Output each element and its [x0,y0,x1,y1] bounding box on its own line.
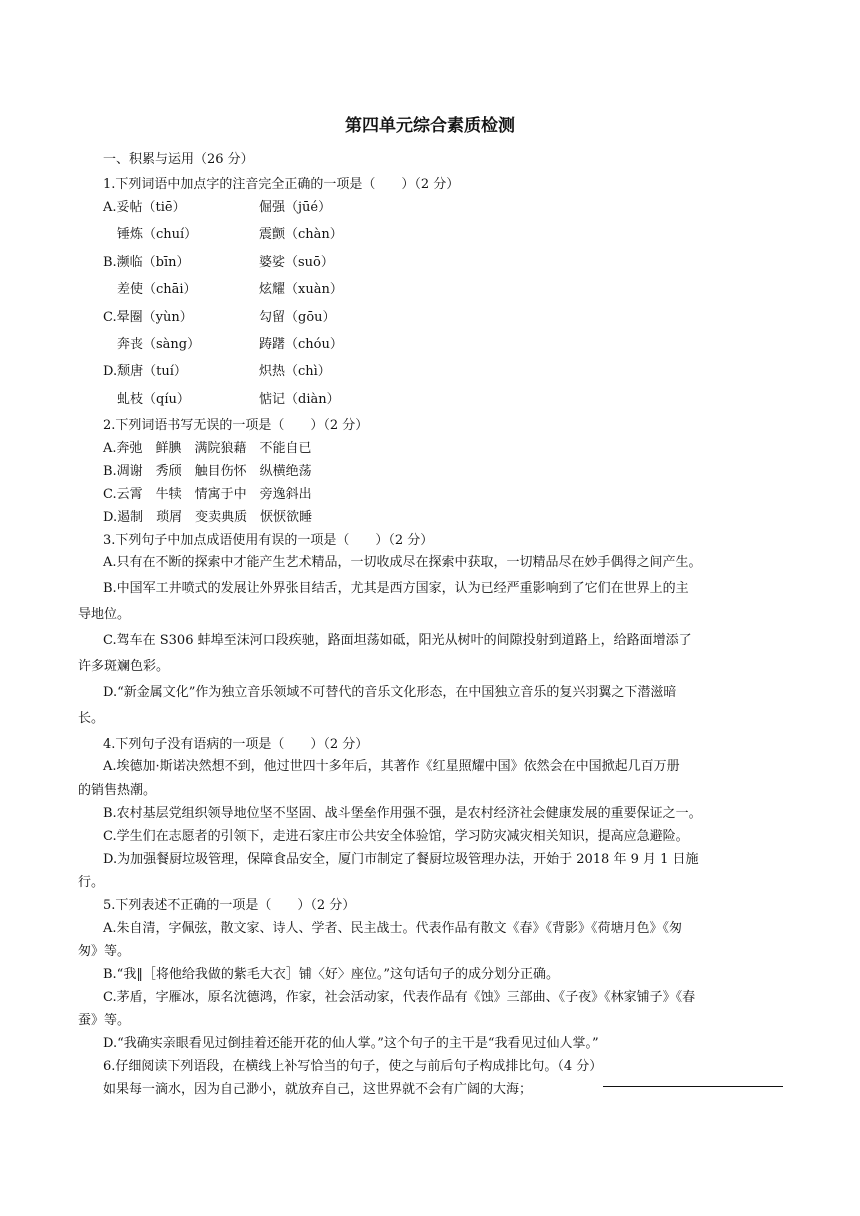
text-line-q5a1: A.朱自清，字佩弦，散文家、诗人、学者、民主战士。代表作品有散文《春》《背影》《荷塘月色》《匆 [103,921,683,936]
text-line-q1: 1.下列词语中加点字的注音完全正确的一项是（ ）（2 分） [103,177,460,192]
page-title: 第四单元综合素质检测 [345,116,515,136]
text-line-q1d3: 虬枝（qíu） [117,392,190,407]
text-line-q3a: A.只有在不断的探索中才能产生艺术精品，一切收成尽在探索中获取，一切精品尽在妙手偶得之间产生。 [103,555,702,570]
text-line-q4c: C.学生们在志愿者的引领下，走进石家庄市公共安全体验馆，学习防灾减灾相关知识，提高应急避险。 [103,829,689,844]
text-line-q1a1: A.妥帖（tiē） [103,200,186,215]
text-line-q2b: B.凋谢 秀颀 触目伤怀 纵横绝荡 [103,464,312,479]
text-line-q1c1: C.晕圈（yùn） [103,310,193,325]
text-line-q6: 6.仔细阅读下列语段，在横线上补写恰当的句子，使之与前后句子构成排比句。（4 分） [103,1059,603,1074]
text-line-q3c1: C.驾车在 S306 蚌埠至沫河口段疾驰，路面坦荡如砥，阳光从树叶的间隙投射到道路上，给路面增添了 [103,633,692,648]
text-line-q3c2: 许多斑斓色彩。 [78,659,170,674]
text-line-q1b3: 差使（chāi） [117,282,197,297]
text-line-q5c1: C.茅盾，字雁冰，原名沈德鸿，作家，社会活动家，代表作品有《蚀》三部曲、《子夜》《林家铺子》《春 [103,990,696,1005]
text-line-q2a: A.奔弛 鲜腆 满院狼藉 不能自已 [103,441,312,456]
text-line-q4a1: A.埃德加·斯诺决然想不到，他过世四十多年后，其著作《红星照耀中国》依然会在中国掀起几百万册 [103,759,680,774]
text-line-q4d2: 行。 [78,875,105,890]
text-line-q5a2: 匆》等。 [78,944,131,959]
text-line-q2: 2.下列词语书写无误的一项是（ ）（2 分） [103,418,369,433]
text-line-q5: 5.下列表述不正确的一项是（ ）（2 分） [103,898,356,913]
text-line-q3b2: 导地位。 [78,607,131,622]
text-line-q1c4: 踌躇（chóu） [259,337,343,352]
text-line-q1c2: 勾留（gōu） [259,310,336,325]
text-line-q5d: D.“我确实亲眼看见过倒挂着还能开花的仙人掌。”这个句子的主干是“我看见过仙人掌。” [103,1036,599,1051]
text-line-q1c3: 奔丧（sàng） [117,337,201,352]
text-line-q1d1: D.颓唐（tuí） [103,364,187,379]
text-line-q4a2: 的销售热潮。 [78,783,157,798]
text-line-q3d2: 长。 [78,711,105,726]
text-line-q1a2: 倔强（jūé） [259,200,332,215]
text-line-q4b: B.农村基层党组织领导地位坚不坚固、战斗堡垒作用强不强，是农村经济社会健康发展的重要保证之一。 [103,806,702,821]
text-line-q5c2: 蚕》等。 [78,1013,131,1028]
text-line-q3: 3.下列句子中加点成语使用有误的一项是（ ）（2 分） [103,533,434,548]
text-line-q1b2: 婆娑（suō） [259,255,334,270]
text-line-q1d4: 惦记（diàn） [259,392,340,407]
text-line-q1a3: 锤炼（chuí） [117,227,198,242]
text-line-q6p: 如果每一滴水，因为自己渺小，就放弃自己，这世界就不会有广阔的大海； [103,1082,533,1097]
text-line-q1a4: 震颤（chàn） [259,227,343,242]
text-line-q2d: D.遏制 琐屑 变卖典质 恹恹欲睡 [103,510,313,525]
text-line-q1d2: 炽热（chì） [259,364,331,379]
text-line-q4d1: D.为加强餐厨垃圾管理，保障食品安全，厦门市制定了餐厨垃圾管理办法，开始于 2018 年 9 月 1 日施 [103,852,699,867]
text-line-s1: 一、积累与运用（26 分） [103,152,254,167]
text-line-q1b1: B.濒临（bīn） [103,255,190,270]
text-line-q1b4: 炫耀（xuàn） [259,282,343,297]
text-line-q3b1: B.中国军工井喷式的发展让外界张目结舌，尤其是西方国家，认为已经严重影响到了它们在世界上的主 [103,581,689,596]
answer-blank-line[interactable] [603,1086,783,1087]
text-line-q4: 4.下列句子没有语病的一项是（ ）（2 分） [103,737,369,752]
text-line-q5b: B.“我‖［将他给我做的紫毛大衣］铺〈好〉座位。”这句话句子的成分划分正确。 [103,967,559,982]
text-line-q2c: C.云霄 牛犊 情寓于中 旁逸斜出 [103,487,312,502]
text-line-q3d1: D.“新金属文化”作为独立音乐领域不可替代的音乐文化形态，在中国独立音乐的复兴羽翼之下潜滋暗 [103,685,677,700]
